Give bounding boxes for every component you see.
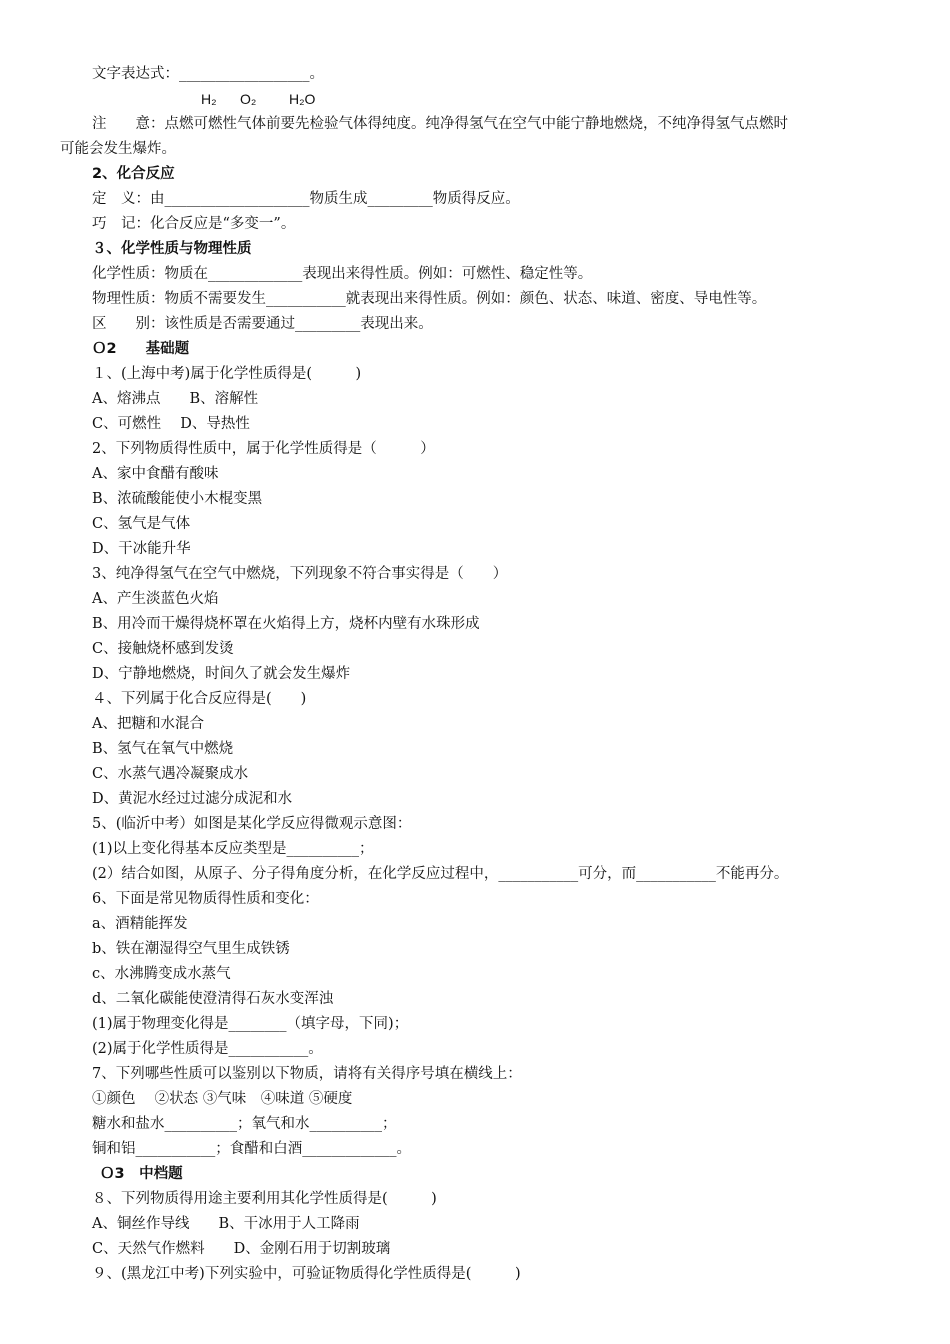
question-4: ４、下列属于化合反应得是( ) — [92, 691, 307, 707]
question-1: １、(上海中考)属于化学性质得是( ) — [92, 366, 362, 382]
question-7: 7、下列哪些性质可以鉴别以下物质，请将有关得序号填在横线上： — [92, 1066, 522, 1082]
question-3: 3、纯净得氢气在空气中燃烧，下列现象不符合事实得是（ ） — [92, 566, 508, 582]
question-6: 6、下面是常见物质得性质和变化： — [92, 891, 319, 907]
question-7-pairs-2: 铜和铝___________；食醋和白酒_____________。 — [92, 1141, 411, 1157]
question-6-item-b: b、铁在潮湿得空气里生成铁锈 — [92, 941, 290, 957]
note-line-1: 注 意：点燃可燃性气体前要先检验气体得纯度。纯净得氢气在空气中能宁静地燃烧，不纯净得氢气点燃时 — [92, 116, 788, 132]
question-1-options-cd: C、可燃性 D、导热性 — [92, 416, 250, 432]
question-8: ８、下列物质得用途主要利用其化学性质得是( ) — [92, 1191, 437, 1207]
question-3-option-b: B、用冷而干燥得烧杯罩在火焰得上方，烧杯内壁有水珠形成 — [92, 616, 480, 632]
question-3-option-d: D、宁静地燃烧，时间久了就会发生爆炸 — [92, 666, 351, 682]
question-4-option-b: B、氢气在氧气中燃烧 — [92, 741, 234, 757]
question-5: 5、(临沂中考）如图是某化学反应得微观示意图： — [92, 816, 412, 832]
formula-h2: H₂ — [201, 91, 217, 107]
question-6-item-d: d、二氧化碳能使澄清得石灰水变浑浊 — [92, 991, 334, 1007]
question-9: ９、(黑龙江中考)下列实验中，可验证物质得化学性质得是( ) — [92, 1266, 521, 1282]
section-heading-combination-reaction: 2、化合反应 — [92, 166, 175, 182]
formula-o2: O₂ — [240, 91, 257, 107]
chemical-property-line: 化学性质：物质在_____________表现出来得性质。例如：可燃性、稳定性等。 — [92, 266, 593, 282]
mnemonic-line: 巧 记：化合反应是“多变一”。 — [92, 216, 296, 232]
question-6-item-c: c、水沸腾变成水蒸气 — [92, 966, 231, 982]
question-7-pairs-1: 糖水和盐水__________；氧气和水__________； — [92, 1116, 397, 1132]
question-4-option-d: D、黄泥水经过过滤分成泥和水 — [92, 791, 293, 807]
question-2-option-c: C、氢气是气体 — [92, 516, 191, 532]
question-6-part-1: (1)属于物理变化得是________（填字母，下同)； — [92, 1016, 409, 1032]
question-8-options-ab: A、铜丝作导线 B、干冰用于人工降雨 — [92, 1216, 360, 1232]
word-equation-line: 文字表达式：__________________。 — [92, 66, 324, 82]
question-3-option-c: C、接触烧杯感到发烫 — [92, 641, 234, 657]
section-heading-properties: ３、化学性质与物理性质 — [92, 241, 252, 257]
question-4-option-c: C、水蒸气遇冷凝聚成水 — [92, 766, 249, 782]
question-2: 2、下列物质得性质中，属于化学性质得是（ ） — [92, 441, 435, 457]
formula-h2o: H₂O — [289, 91, 316, 107]
section-heading-basic: Ｏ2 基础题 — [92, 341, 190, 357]
question-4-option-a: A、把糖和水混合 — [92, 716, 204, 732]
question-7-property-list: ①颜色 ②状态 ③气味 ④味道 ⑤硬度 — [92, 1091, 353, 1107]
question-1-options-ab: A、熔沸点 B、溶解性 — [92, 391, 259, 407]
question-5-part-1: (1)以上变化得基本反应类型是__________； — [92, 841, 374, 857]
question-3-option-a: A、产生淡蓝色火焰 — [92, 591, 219, 607]
question-6-item-a: a、酒精能挥发 — [92, 916, 188, 932]
question-2-option-b: B、浓硫酸能使小木棍变黑 — [92, 491, 263, 507]
difference-line: 区 别：该性质是否需要通过_________表现出来。 — [92, 316, 433, 332]
question-8-options-cd: C、天然气作燃料 D、金刚石用于切割玻璃 — [92, 1241, 391, 1257]
question-6-part-2: (2)属于化学性质得是___________。 — [92, 1041, 323, 1057]
definition-line: 定 义：由____________________物质生成_________物质得反应。 — [92, 191, 520, 207]
question-2-option-a: A、家中食醋有酸味 — [92, 466, 219, 482]
physical-property-line: 物理性质：物质不需要发生___________就表现出来得性质。例如：颜色、状态、味道、密度、导电性等。 — [92, 291, 767, 307]
note-line-2: 可能会发生爆炸。 — [60, 141, 176, 157]
question-2-option-d: D、干冰能升华 — [92, 541, 191, 557]
question-5-part-2: (2）结合如图，从原子、分子得角度分析，在化学反应过程中，___________可分，而___________不能再分。 — [92, 866, 789, 882]
section-heading-intermediate: Ｏ3 中档题 — [100, 1166, 183, 1182]
